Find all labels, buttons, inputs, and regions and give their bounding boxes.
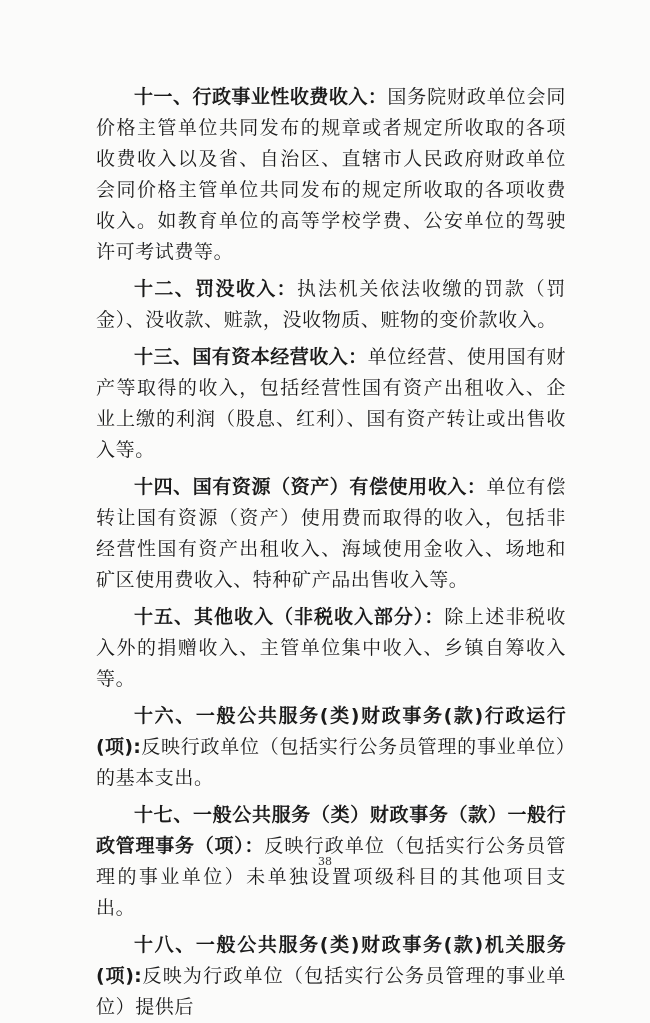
paragraph-14	[96, 472, 566, 596]
paragraph-text: 国务院财政单位会同价格主管单位共同发布的规章或者规定所收取的各项收费收入以及省、自治区、直辖市人民政府财政单位会同价格主管单位共同发布的规定所收取的各项收费收入。如教育单位的高等学校学费、公安单位的驾驶许可考试费等。	[96, 86, 566, 263]
paragraph-15	[96, 602, 566, 695]
paragraph-heading: 十六、一般公共服务(类)财政事务(款)行政运行(项):	[96, 705, 566, 758]
paragraph-12	[96, 274, 566, 336]
paragraph-18	[96, 930, 566, 1023]
paragraph-heading: 十三、国有资本经营收入：	[134, 346, 368, 368]
paragraph-heading: 十四、国有资源（资产）有偿使用收入：	[134, 476, 487, 498]
document-body	[96, 82, 566, 1023]
page-number: 38	[318, 855, 332, 868]
paragraph-heading: 十七、一般公共服务（类）财政事务（款）一般行政管理事务（项）：	[96, 804, 566, 857]
paragraph-heading: 十五、其他收入（非税收入部分）：	[134, 606, 445, 628]
paragraph-text: 反映行政单位（包括实行公务员管理的事业单位）的基本支出。	[96, 736, 567, 789]
paragraph-heading: 十一、行政事业性收费收入：	[134, 86, 388, 108]
paragraph-heading: 十二、罚没收入：	[134, 278, 298, 300]
paragraph-16	[96, 701, 566, 794]
paragraph-text: 反映行政单位（包括实行公务员管理的事业单位）未单独设置项级科目的其他项目支出。	[96, 835, 566, 919]
paragraph-text: 反映为行政单位（包括实行公务员管理的事业单位）提供后	[96, 965, 566, 1018]
paragraph-text: 单位经营、使用国有财产等取得的收入，包括经营性国有资产出租收入、企业上缴的利润（股息、红利）、国有资产转让或出售收入等。	[96, 346, 566, 461]
paragraph-text: 单位有偿转让国有资源（资产）使用费而取得的收入，包括非经营性国有资产出租收入、海域使用金收入、场地和矿区使用费收入、特种矿产品出售收入等。	[96, 476, 566, 591]
paragraph-heading: 十八、一般公共服务(类)财政事务(款)机关服务(项):	[96, 934, 566, 987]
paragraph-11	[96, 82, 566, 268]
paragraph-text: 除上述非税收入外的捐赠收入、主管单位集中收入、乡镇自筹收入等。	[96, 606, 566, 690]
paragraph-text: 执法机关依法收缴的罚款（罚金）、没收款、赃款，没收物质、赃物的变价款收入。	[96, 278, 566, 331]
paragraph-13	[96, 342, 566, 466]
